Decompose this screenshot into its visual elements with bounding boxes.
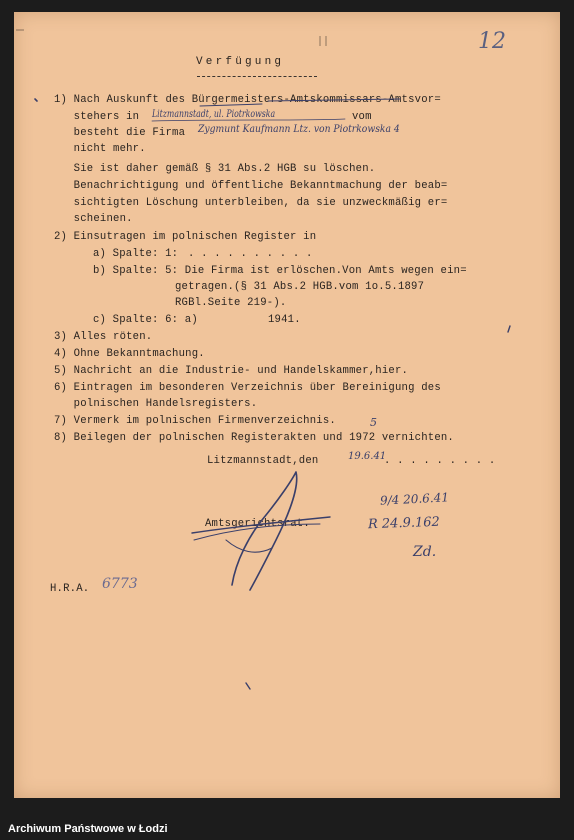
- handwritten-date: 19.6.41: [348, 451, 387, 462]
- hra-label: H.R.A.: [50, 583, 90, 595]
- item-6-line-2: polnischen Handelsregisters.: [54, 398, 258, 410]
- item-1-line-5: Sie ist daher gemäß § 31 Abs.2 HGB su löschen.: [54, 163, 376, 175]
- item-2c-year: 1941.: [268, 314, 301, 326]
- item-2b-line-1: b) Spalte: 5: Die Firma ist erlöschen.Von Amts wegen ein=: [93, 265, 467, 277]
- tick-mark: [35, 99, 37, 101]
- item-8: 8) Beilegen der polnischen Registerakten und 1972 vernichten.: [54, 432, 454, 444]
- item-1-line-4: nicht mehr.: [54, 143, 146, 155]
- official-title: Amtsgerichtsrat.: [205, 518, 310, 530]
- stamp-line-1: 9/4 20.6.41: [379, 490, 450, 508]
- tick-mark: [508, 326, 510, 332]
- item-6-line-1: 6) Eintragen im besonderen Verzeichnis über Bereinigung des: [54, 382, 441, 394]
- signature-loop: [232, 472, 297, 590]
- stamp-line-2: R 24.9.162: [367, 514, 441, 533]
- item-1-line-8: scheinen.: [54, 213, 133, 225]
- item-2b-line-3: RGBl.Seite 219-).: [175, 297, 287, 309]
- signature-stroke: [226, 540, 272, 552]
- hra-number: 6773: [102, 576, 138, 592]
- archive-footer: [0, 812, 574, 840]
- item-7: 7) Vermerk im polnischen Firmenverzeichnis.: [54, 415, 336, 427]
- item-2c: c) Spalte: 6: a): [93, 314, 198, 326]
- signature-stroke: [192, 517, 330, 533]
- item-1-line-6: Benachrichtigung und öffentliche Bekanntmachung der beab=: [54, 180, 448, 192]
- page-number: 12: [478, 29, 506, 54]
- item-1-line-3: besteht die Firma: [54, 127, 186, 139]
- underline-mark: [200, 104, 262, 106]
- handwritten-firm: Zygmunt Kaufmann Ltz. von Piotrkowska 4: [198, 124, 400, 135]
- item-1-line-7: sichtigten Löschung unterbleiben, da sie unzweckmäßig er=: [54, 197, 448, 209]
- item-2-line-1: 2) Einsutragen im polnischen Register in: [54, 231, 317, 243]
- date-dots: . . . . . . . . .: [384, 455, 496, 467]
- item-3: 3) Alles röten.: [54, 331, 153, 343]
- item-2a: a) Spalte: 1:: [93, 248, 179, 260]
- item-4: 4) Ohne Bekanntmachung.: [54, 348, 205, 360]
- year-correction: 5: [370, 416, 377, 429]
- handwritten-place: Litzmannstadt, ul. Piotrkowska: [152, 109, 276, 120]
- item-1-line-1: 1) Nach Auskunft des Bürgermeisters-Amtskommissars-Amtsvor=: [54, 94, 441, 106]
- tick-mark: [246, 683, 250, 689]
- punch-mark: [320, 36, 326, 46]
- item-1-line-2: stehers in: [54, 111, 140, 123]
- item-2a-dots: . . . . . . . . . .: [188, 248, 313, 260]
- archive-name: Archiwum Państwowe w Łodzi: [8, 823, 168, 835]
- strikethrough-mark: [268, 99, 400, 101]
- document-title: Verfügung: [196, 56, 285, 68]
- item-5: 5) Nachricht an die Industrie- und Handelskammer,hier.: [54, 365, 409, 377]
- item-1-vom: vom: [352, 111, 372, 123]
- place-date: Litzmannstadt,den: [207, 455, 319, 467]
- item-2b-line-2: getragen.(§ 31 Abs.2 HGB.vom 1o.5.1897: [175, 281, 425, 293]
- initials: Zd.: [413, 544, 437, 560]
- place-underline: [152, 119, 345, 121]
